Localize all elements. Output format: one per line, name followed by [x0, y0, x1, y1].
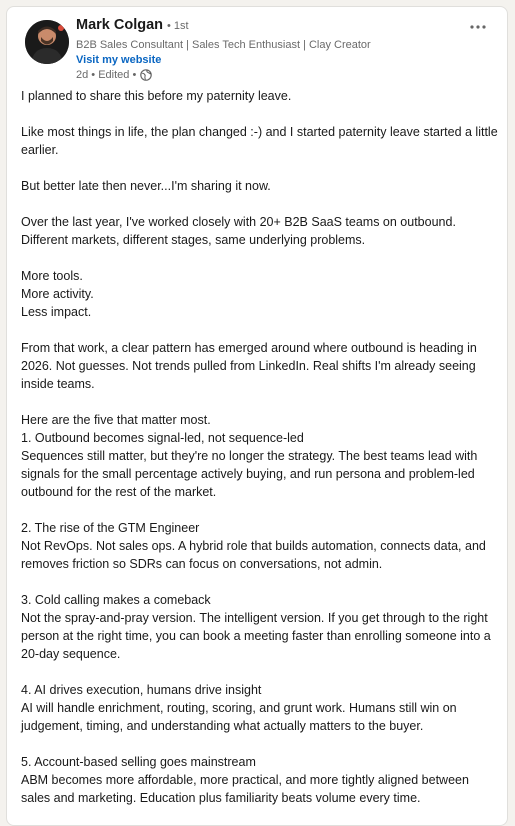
- author-headline: B2B Sales Consultant | Sales Tech Enthusiast | Clay Creator: [76, 39, 371, 51]
- post-card: [6, 6, 508, 826]
- author-name[interactable]: Mark Colgan: [76, 17, 164, 33]
- author-meta: [76, 17, 451, 82]
- visit-website-link[interactable]: Visit my website: [76, 54, 162, 66]
- author-avatar[interactable]: [25, 20, 69, 64]
- post-header: [23, 17, 491, 87]
- globe-icon: [140, 69, 152, 81]
- connection-degree: • 1st: [167, 20, 189, 32]
- post-timestamp: 2d • Edited •: [76, 69, 137, 81]
- more-horizontal-icon: [470, 25, 486, 29]
- post-body-text: I planned to share this before my paternity leave. Like most things in life, the plan changed :-) and I started paternity leave started a little earlier. But better late then never...I'm sharing it now. Over the last year, I've worked closely with 20+ B2B SaaS teams on outbound. Different markets, different stages, same underlying problems. More tools. More activity. Less impact. From that work, a clear pattern has emerged around where outbound is heading in 2026. Not guesses. Not trends pulled from LinkedIn. Real shifts I'm already seeing inside teams. Here are the five that matter most. 1. Outbound becomes signal-led, not sequence-led Sequences still matter, but they're no longer the strategy. The best teams lead with signals for the small percentage actively buying, and run persona and problem-led outbound for the rest of the market. 2. The rise of the GTM Engineer Not RevOps. Not sales ops. A hybrid role that builds automation, connects data, and removes friction so SDRs can focus on conversations, not admin. 3. Cold calling makes a comeback Not the spray-and-pray version. The intelligent version. If you get through to the right person at the right time, you can book a meeting faster than enrolling someone into a 20-day sequence. 4. AI drives execution, humans drive insight AI will handle enrichment, routing, scoring, and grunt work. Humans still win on judgement, timing, and understanding what actually matters to the buyer. 5. Account-based selling goes mainstream ABM becomes more affordable, more practical, and more tightly aligned between sales and marketing. Education plus familiarity beats volume every time.: [21, 89, 498, 805]
- profile-photo: [25, 20, 69, 64]
- post-time-row: [76, 68, 451, 82]
- more-options-button[interactable]: [465, 19, 491, 35]
- author-name-row: [76, 17, 451, 37]
